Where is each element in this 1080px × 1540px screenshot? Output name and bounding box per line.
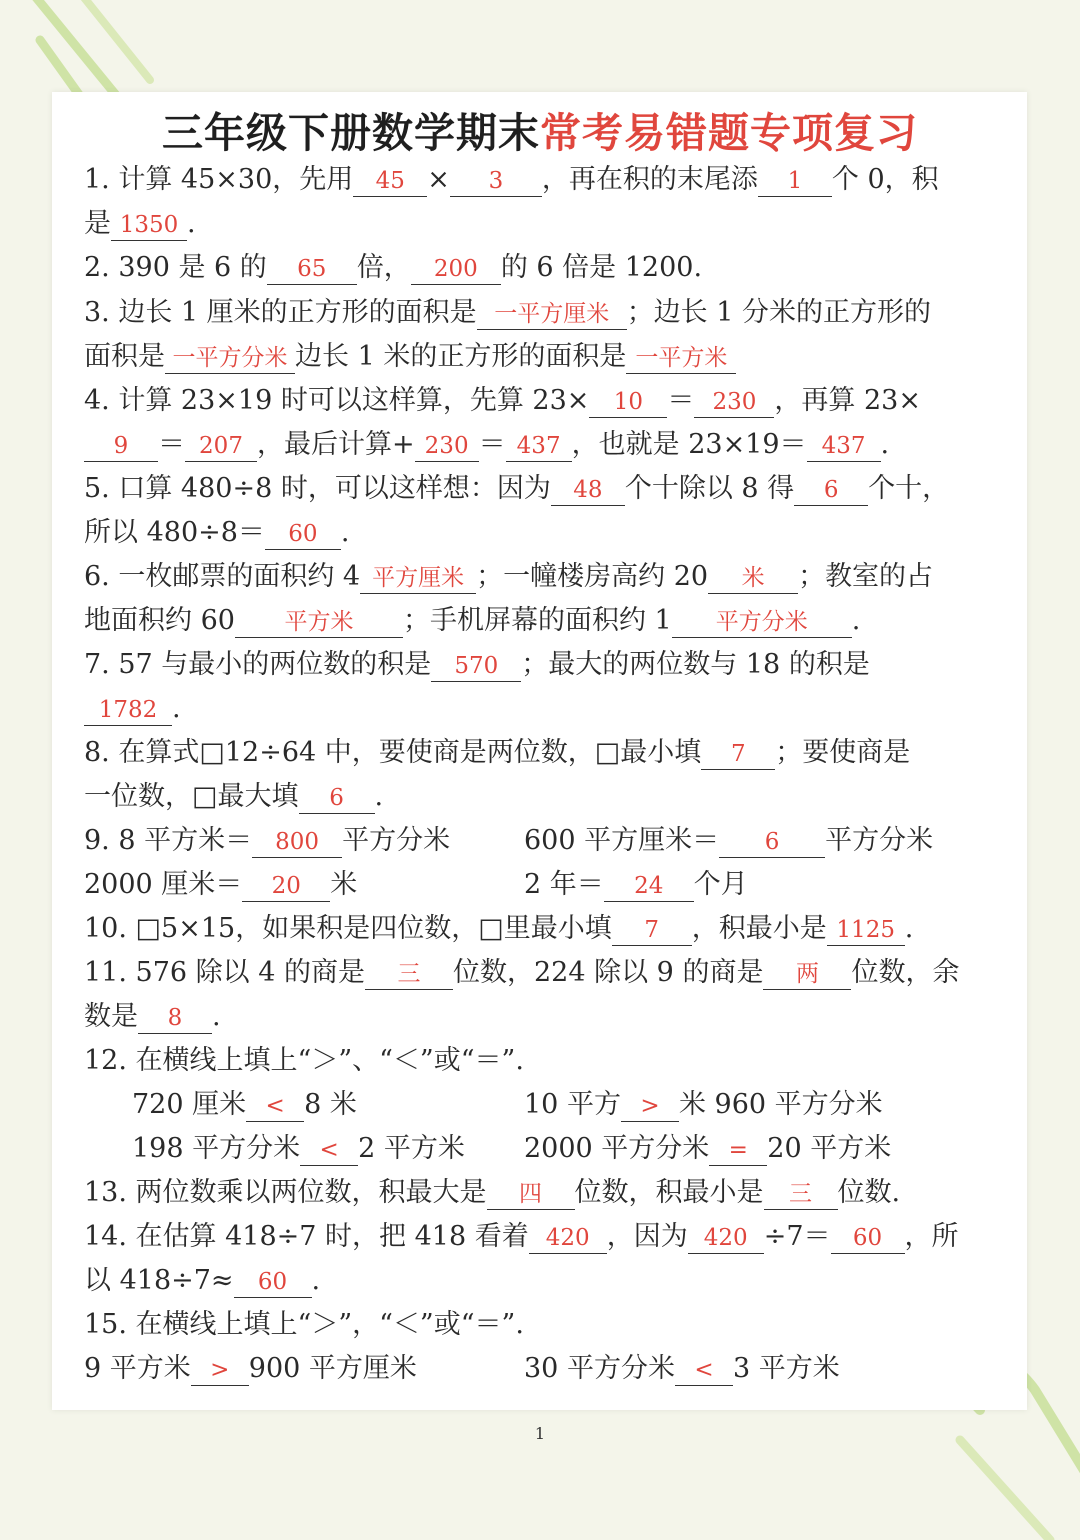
page-title (0, 100, 1080, 159)
answer-blank: 24 (604, 871, 694, 902)
question-text: 边长 1 米的正方形的面积是 (295, 341, 627, 372)
question-7 (84, 647, 870, 683)
question-text: 个 0，积 (831, 164, 939, 195)
question-text: 个十， (868, 473, 950, 504)
question-text: 个月 (693, 869, 748, 900)
answer-blank: 一平方米 (626, 343, 736, 374)
question-text: 9. 8 平方米＝ (84, 825, 253, 856)
answer-blank: 437 (807, 431, 881, 462)
question-text: ；手机屏幕的面积约 1 (402, 605, 672, 636)
question-text: ，因为 (606, 1221, 688, 1252)
answer-blank: 45 (353, 166, 427, 197)
question-text: 8 米 (304, 1089, 357, 1120)
question-9 (84, 823, 450, 859)
question-6 (84, 559, 933, 595)
question-text: 1. 计算 45×30，先用 (84, 164, 354, 195)
answer-blank: 230 (694, 387, 774, 418)
answer-blank: 平方厘米 (360, 563, 476, 594)
question-text: 个十除以 8 得 (624, 473, 795, 504)
question-text: ；要使商是 (775, 737, 911, 768)
question-text: 900 平方厘米 (248, 1353, 417, 1384)
question-1 (84, 162, 939, 198)
question-text: 7. 57 与最小的两位数的积是 (84, 649, 432, 680)
answer-blank: 3 (450, 166, 542, 197)
question-text: ，再在积的末尾添 (541, 164, 758, 195)
question-text: 面积是 (84, 341, 165, 372)
question-text: 9 平方米 (84, 1353, 191, 1384)
answer-blank: < (300, 1135, 358, 1166)
answer-blank: = (709, 1135, 767, 1166)
question-1-cont (84, 206, 196, 242)
question-8 (84, 735, 910, 771)
question-text: 位数，积最小是 (574, 1177, 764, 1208)
question-15-a-left (84, 1351, 417, 1387)
question-text: ，积最小是 (691, 913, 827, 944)
answer-blank: 420 (529, 1223, 607, 1254)
question-13 (84, 1175, 900, 1211)
question-9-right (524, 823, 933, 859)
question-text: 198 平方分米 (132, 1133, 301, 1164)
answer-blank: 437 (506, 431, 572, 462)
question-4 (84, 383, 921, 419)
question-text: . (880, 429, 890, 460)
question-text: . (311, 1265, 321, 1296)
question-2 (84, 250, 702, 286)
question-text: 15. 在横线上填上“＞”，“＜”或“＝”. (84, 1309, 524, 1340)
question-5 (84, 471, 949, 507)
question-6-cont (84, 603, 860, 639)
question-9-cont (84, 867, 357, 903)
question-text: 10 平方 (524, 1089, 621, 1120)
question-text: ＝ (478, 429, 506, 460)
question-10 (84, 911, 913, 947)
question-text: 30 平方分米 (524, 1353, 675, 1384)
answer-blank: 20 (242, 871, 330, 902)
question-text: 平方分米 (825, 825, 934, 856)
title-black: 三年级下册数学期末 (162, 109, 540, 157)
answer-blank: 平方米 (235, 607, 403, 638)
answer-blank: < (675, 1355, 733, 1386)
answer-blank: 207 (185, 431, 257, 462)
answer-blank: 三 (764, 1179, 838, 1210)
answer-blank: < (246, 1091, 304, 1122)
question-text: ；最大的两位数与 18 的积是 (521, 649, 870, 680)
question-3 (84, 295, 931, 331)
answer-blank: 420 (688, 1223, 764, 1254)
page-number: 1 (534, 1424, 546, 1443)
question-text: 13. 两位数乘以两位数，积最大是 (84, 1177, 487, 1208)
question-text: 8. 在算式□12÷64 中，要使商是两位数，□最小填 (84, 737, 702, 768)
question-9-cont-right (524, 867, 748, 903)
answer-blank: 60 (831, 1223, 905, 1254)
answer-blank: 65 (267, 254, 357, 285)
question-text: 3. 边长 1 厘米的正方形的面积是 (84, 297, 477, 328)
answer-blank: 三 (365, 959, 453, 990)
answer-blank: 800 (252, 827, 342, 858)
answer-blank: 两 (763, 959, 851, 990)
answer-blank: > (191, 1355, 249, 1386)
question-text: ；一幢楼房高约 20 (476, 561, 709, 592)
answer-blank: 1125 (827, 915, 905, 946)
answer-blank: 四 (487, 1179, 575, 1210)
question-text: 6. 一枚邮票的面积约 4 (84, 561, 361, 592)
question-text: 2 平方米 (358, 1133, 465, 1164)
question-text: 位数，224 除以 9 的商是 (452, 957, 764, 988)
question-text: ；边长 1 分米的正方形的 (626, 297, 932, 328)
question-text: ，也就是 23×19＝ (571, 429, 807, 460)
question-text: 米 960 平方分米 (678, 1089, 883, 1120)
question-11-cont (84, 999, 221, 1035)
question-text: 20 平方米 (767, 1133, 892, 1164)
question-text: 5. 口算 480÷8 时，可以这样想：因为 (84, 473, 551, 504)
question-text: 位数，余 (851, 957, 960, 988)
answer-blank: 200 (411, 254, 501, 285)
question-text: . (851, 605, 861, 636)
question-text: ，最后计算+ (257, 429, 415, 460)
question-text: 的 6 倍是 1200. (500, 252, 703, 283)
question-text: 所以 480÷8＝ (84, 517, 265, 548)
question-12-b-right (524, 1131, 891, 1167)
question-text: 米 (330, 869, 358, 900)
answer-blank: 8 (138, 1003, 212, 1034)
question-text: ，再算 23× (774, 385, 921, 416)
answer-blank: 1 (758, 166, 832, 197)
answer-blank: 10 (589, 387, 667, 418)
question-12-a-right (524, 1087, 883, 1123)
answer-blank: 6 (719, 827, 825, 858)
question-text: 3 平方米 (732, 1353, 840, 1384)
title-red: 常考易错题专项复习 (540, 109, 918, 157)
question-text: . (187, 208, 196, 239)
answer-blank: 570 (431, 651, 521, 682)
question-text: 14. 在估算 418÷7 时，把 418 看着 (84, 1221, 529, 1252)
answer-blank: 7 (612, 915, 692, 946)
question-text: 倍， (356, 252, 411, 283)
question-3-cont (84, 339, 736, 375)
question-text: 数是 (84, 1001, 138, 1032)
question-text: 12. 在横线上填上“＞”、“＜”或“＝”. (84, 1045, 524, 1076)
answer-blank: 平方分米 (672, 607, 852, 638)
answer-blank: 一平方厘米 (477, 299, 627, 330)
answer-blank: 60 (265, 519, 341, 550)
question-text: ＝ (158, 429, 185, 460)
question-text: . (904, 913, 914, 944)
question-text: 2000 厘米＝ (84, 869, 243, 900)
question-4-cont (84, 427, 889, 463)
answer-blank: 6 (794, 475, 868, 506)
question-7-cont (84, 691, 181, 727)
answer-blank: 6 (299, 783, 375, 814)
question-text: 位数. (837, 1177, 901, 1208)
question-text: 600 平方厘米＝ (524, 825, 720, 856)
answer-blank: 一平方分米 (165, 343, 295, 374)
question-14 (84, 1219, 959, 1255)
question-15-a-right (524, 1351, 840, 1387)
answer-blank: 米 (708, 563, 798, 594)
question-text: 一位数，□最大填 (84, 781, 299, 812)
question-8-cont (84, 779, 383, 815)
answer-blank: 7 (701, 739, 775, 770)
question-text: . (374, 781, 384, 812)
question-text: 地面积约 60 (84, 605, 235, 636)
question-text: × (427, 164, 450, 195)
question-15 (84, 1307, 524, 1343)
question-text: . (340, 517, 350, 548)
question-14-cont (84, 1263, 320, 1299)
question-5-cont (84, 515, 350, 551)
answer-blank: 60 (234, 1267, 312, 1298)
question-text: ＝ (667, 385, 695, 416)
question-text: ，所 (904, 1221, 959, 1252)
question-text: 以 418÷7≈ (84, 1265, 234, 1296)
question-text: 是 (84, 208, 111, 239)
question-text: 10. □5×15，如果积是四位数，□里最小填 (84, 913, 612, 944)
question-12-a-left (132, 1087, 357, 1123)
question-text: . (172, 693, 181, 724)
answer-blank: 1782 (84, 695, 172, 726)
answer-blank: 9 (84, 431, 158, 462)
question-12-b-left (132, 1131, 465, 1167)
question-text: 2 年＝ (524, 869, 604, 900)
question-text: 2000 平方分米 (524, 1133, 710, 1164)
answer-blank: 1350 (111, 210, 187, 241)
question-text: ÷7＝ (763, 1221, 831, 1252)
question-text: 4. 计算 23×19 时可以这样算，先算 23× (84, 385, 590, 416)
answer-blank: 48 (551, 475, 625, 506)
question-text: ；教室的占 (798, 561, 934, 592)
question-12 (84, 1043, 524, 1079)
question-text: 2. 390 是 6 的 (84, 252, 267, 283)
question-text: 平方分米 (342, 825, 451, 856)
question-11 (84, 955, 959, 991)
question-text: 11. 576 除以 4 的商是 (84, 957, 365, 988)
question-text: . (212, 1001, 221, 1032)
question-text: 720 厘米 (132, 1089, 247, 1120)
answer-blank: 230 (415, 431, 479, 462)
answer-blank: > (621, 1091, 679, 1122)
